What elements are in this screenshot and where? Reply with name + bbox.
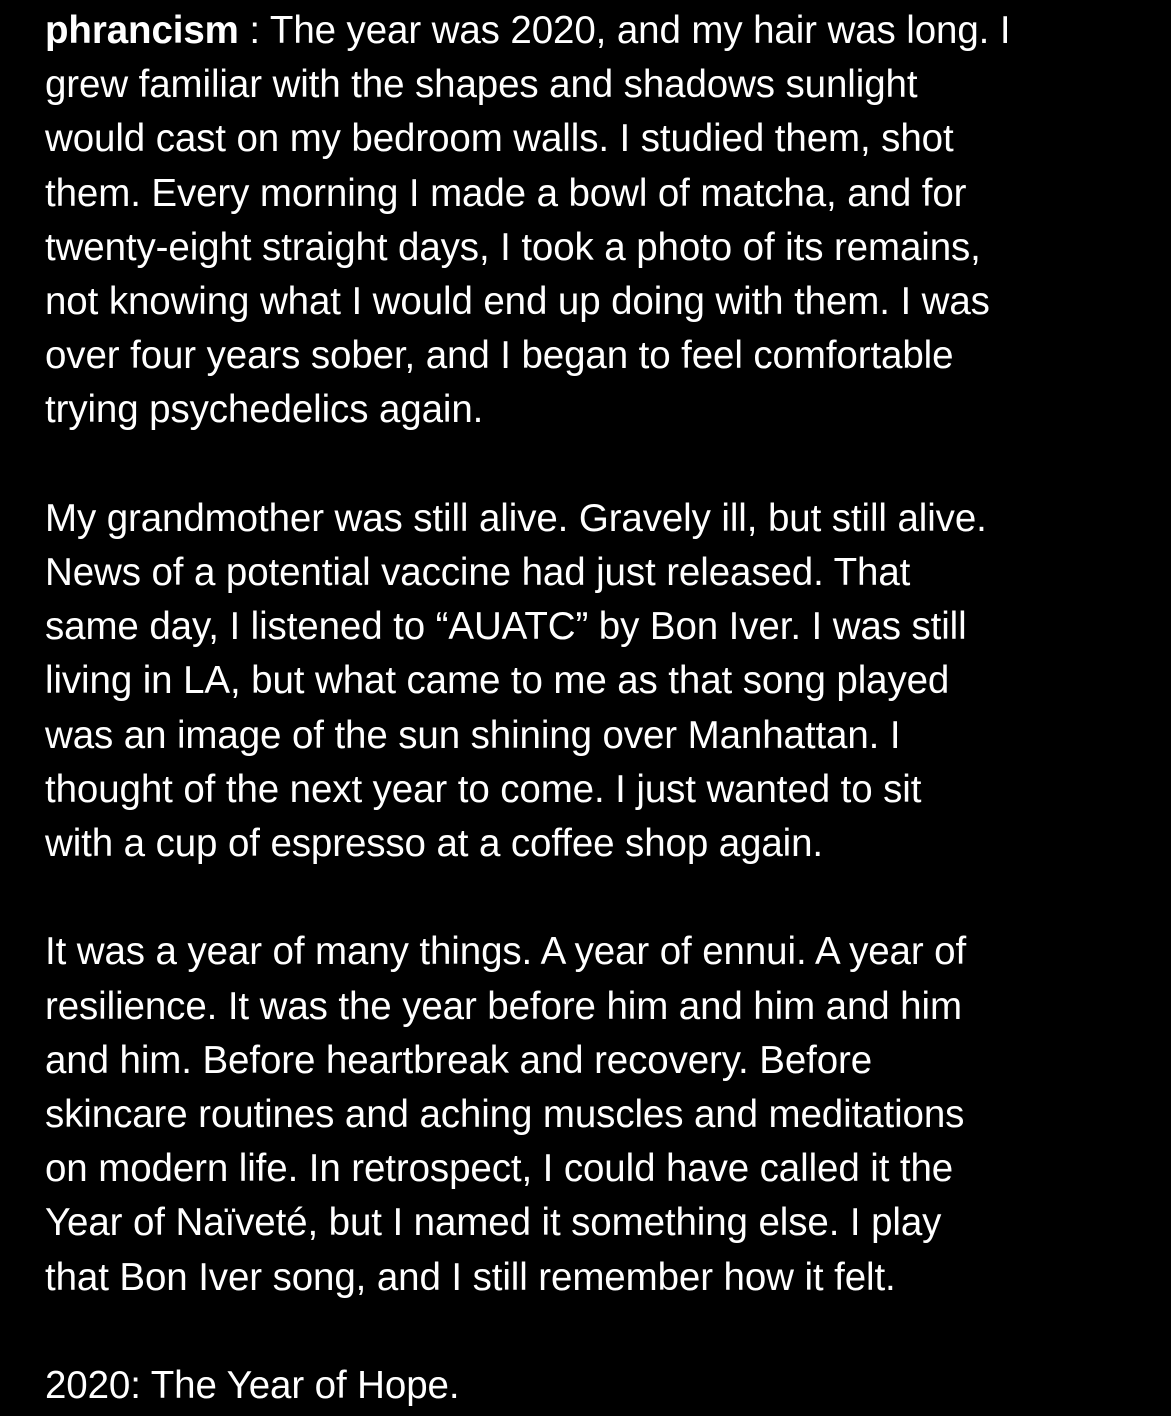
caption-paragraph-1-text: The year was 2020, and my hair was long. I grew familiar with the shapes and shadows sunlight would cast on my bedroom walls. I studied them, shot them. Every morning I made a bowl of matcha, and for twenty-eight straight days, I took a photo of its remains, not knowing what I would end up doing with them. I was over four years sober, and I began to feel comfortable trying psychedelics again.: [45, 9, 1011, 432]
caption-paragraph-4: 2020: The Year of Hope.: [45, 1364, 460, 1408]
post-caption: [45, 4, 1145, 1413]
caption-paragraph-2: My grandmother was still alive. Gravely ill, but still alive. News of a potential vaccine had just released. That same day, I listened to “AUATC” by Bon Iver. I was still living in LA, but what came to me as that song played was an image of the sun shining over Manhattan. I thought of the next year to come. I just wanted to sit with a cup of espresso at a coffee shop again.: [45, 496, 987, 866]
caption-paragraph-1: [45, 4, 1145, 438]
caption-paragraph-3: It was a year of many things. A year of ennui. A year of resilience. It was the year before him and him and him and him. Before heartbreak and recovery. Before skincare routines and aching muscles and meditations on modern life. In retrospect, I could have called it the Year of Naïveté, but I named it something else. I play that Bon Iver song, and I still remember how it felt.: [45, 930, 967, 1299]
username-separator: :: [238, 9, 270, 52]
username-link[interactable]: phrancism: [45, 9, 239, 52]
